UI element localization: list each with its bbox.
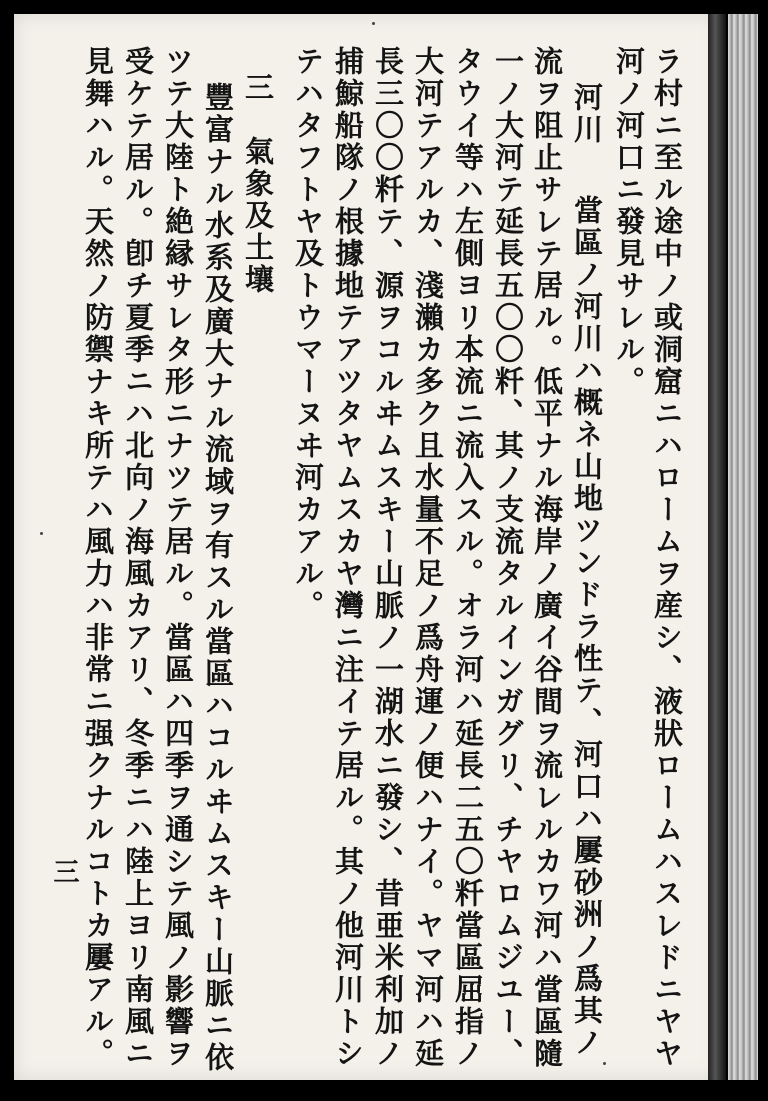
text-column: テハタフトヤ及トウマーヌヰ河カアル。 [291,46,325,622]
text-column: 捕鯨船隊ノ根據地テアツタヤムスカヤ灣ニ注イテ居ル。其ノ他河川トシ [331,46,365,1070]
text-column: 豐富ナル水系及廣大ナル流域ヲ有スル當區ハコルヰムスキー山脈ニ依 [201,82,235,1074]
text-column: 見舞ハル。天然ノ防禦ナキ所テハ風力ハ非常ニ强クナルコトカ屢アル。 [81,46,115,1070]
text-column: ツテ大陸ト絶縁サレタ形ニナツテ居ル。當區ハ四季ヲ通シテ風ノ影響ヲ [161,46,195,1070]
print-speck [40,532,43,535]
print-speck [603,1062,606,1065]
section-heading: 三 氣象及土壤 [241,72,275,296]
text-column: 當區ノ河川ハ概ネ山地ツンドラ性テ、河口ハ屢砂洲ノ爲其ノ [570,195,604,1059]
text-column: 大河テアルカ、淺瀨カ多ク且水量不足ノ爲舟運ノ便ハナイ。ヤマ河ハ延 [411,46,445,1070]
text-column: タウイ等ハ左側ヨリ本流ニ流入スル。オラ河ハ延長二五〇粁當區屈指ノ [451,46,485,1070]
text-column: 河ノ河口ニ發見サレル。 [612,46,646,398]
text-column: ラ村ニ至ル途中ノ或洞窟ニハロームヲ産シ、液狀ロームハスレドニヤヤ [650,46,684,1070]
text-column: 受ケテ居ル。卽チ夏季ニハ北向ノ海風カアリ、冬季ニハ陸上ヨリ南風ニ [121,46,155,1070]
print-speck [372,22,375,25]
section-heading: 河川 [570,82,604,146]
book-gutter [708,14,726,1080]
page-number: 三 [49,858,79,884]
page-edge [728,14,758,1080]
text-column: 流ヲ阻止サレテ居ル。低平ナル海岸ノ廣イ谷間ヲ流レルカワ河ハ當區隨 [530,46,564,1070]
text-column: 長三〇〇粁テ、源ヲコルヰムスキー山脈ノ一湖水ニ發シ、昔亜米利加ノ [371,46,405,1070]
text-column: 一ノ大河テ延長五〇〇粁、其ノ支流タルインガグリ、チヤロムジユー、 [491,46,525,1070]
